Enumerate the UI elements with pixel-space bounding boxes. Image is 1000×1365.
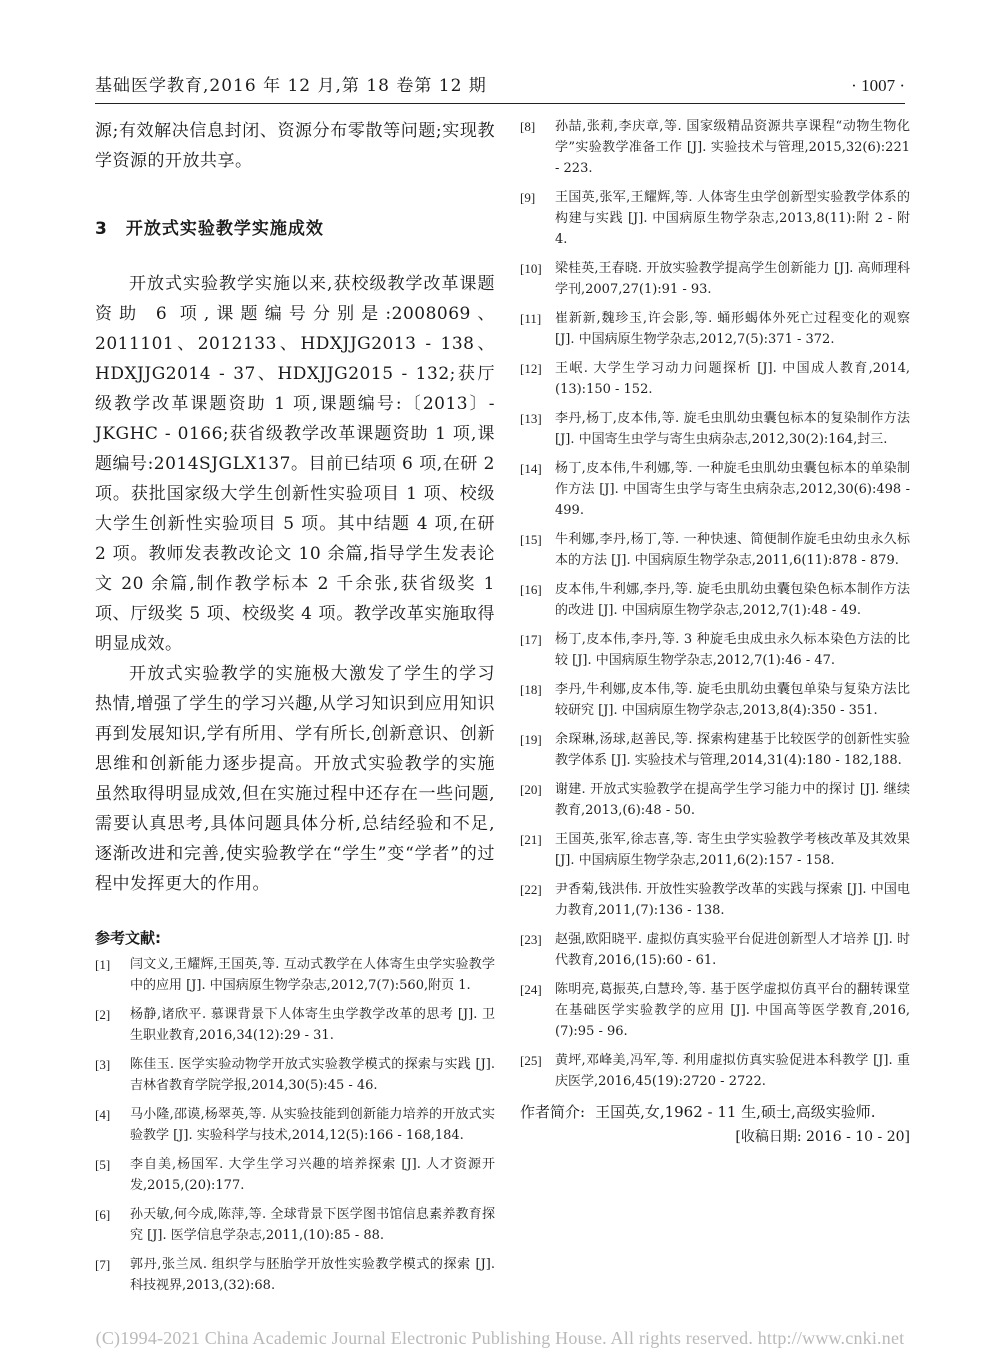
reference-text: 杨丁,皮本伟,牛利娜,等. 一种旋毛虫肌幼虫囊包标本的单染制作方法 [J]. 中国寄生虫学与寄生虫病杂志,2012,30(6):498 - 499. [555, 461, 910, 518]
reference-item [520, 358, 910, 400]
reference-item [95, 1254, 495, 1296]
reference-number: [19] [520, 732, 542, 747]
body-text [95, 116, 495, 176]
reference-number: [7] [95, 1257, 111, 1272]
reference-item [520, 979, 910, 1042]
reference-text: 闫文义,王耀辉,王国英,等. 互动式教学在人体寄生虫学实验教学中的应用 [J]. 中国病原生物学杂志,2012,7(7):560,附页 1. [130, 957, 495, 993]
reference-item [520, 879, 910, 921]
reference-number: [17] [520, 632, 542, 647]
reference-text: 王岷. 大学生学习动力问题探析 [J]. 中国成人教育,2014,(13):150 - 152. [555, 361, 910, 397]
reference-text: 崔新新,魏珍玉,许会影,等. 蛹形蝎体外死亡过程变化的观察 [J]. 中国病原生物学杂志,2012,7(5):371 - 372. [555, 311, 910, 347]
reference-item [520, 529, 910, 571]
reference-item [520, 679, 910, 721]
references-list-left [95, 954, 495, 1296]
author-note [520, 1100, 910, 1124]
references-title: 参考文献: [95, 929, 161, 947]
reference-number: [14] [520, 461, 542, 476]
reference-text: 尹香菊,钱洪伟. 开放性实验教学改革的实践与探索 [J]. 中国电力教育,2011,(7):136 - 138. [555, 882, 910, 918]
reference-text: 王国英,张军,王耀辉,等. 人体寄生虫学创新型实验教学体系的构建与实践 [J]. 中国病原生物学杂志,2013,8(11):附 2 - 附 4. [555, 190, 910, 247]
reference-number: [18] [520, 682, 542, 697]
reference-item [520, 308, 910, 350]
reference-text: 梁桂英,王春晓. 开放实验教学提高学生创新能力 [J]. 高师理科学刊,2007,27(1):91 - 93. [555, 261, 910, 297]
journal-info: 基础医学教育,2016 年 12 月,第 18 卷第 12 期 [95, 76, 487, 96]
right-column [520, 116, 910, 1146]
reference-item [520, 579, 910, 621]
reference-number: [3] [95, 1057, 111, 1072]
reference-number: [22] [520, 882, 542, 897]
section-body [95, 269, 495, 899]
section-title: 开放式实验教学实施成效 [125, 219, 324, 239]
reference-text: 李丹,牛利娜,皮本伟,等. 旋毛虫肌幼虫囊包单染与复染方法比较研究 [J]. 中国病原生物学杂志,2013,8(4):350 - 351. [555, 682, 910, 718]
reference-text: 孙天敏,何今成,陈萍,等. 全球背景下医学图书馆信息素养教育探究 [J]. 医学信息学杂志,2011,(10):85 - 88. [130, 1207, 495, 1243]
section-heading [95, 214, 495, 239]
reference-number: [9] [520, 190, 536, 205]
reference-number: [12] [520, 361, 542, 376]
reference-item [95, 1004, 495, 1046]
reference-item [95, 1104, 495, 1146]
reference-item [520, 829, 910, 871]
reference-text: 牛利娜,李丹,杨丁,等. 一种快速、简便制作旋毛虫幼虫永久标本的方法 [J]. 中国病原生物学杂志,2011,6(11):878 - 879. [555, 532, 910, 568]
copyright-watermark: (C)1994-2021 China Academic Journal Electronic Publishing House. All rights reserved. http://www.cnki.net [95, 1328, 905, 1348]
reference-item [520, 258, 910, 300]
reference-number: [10] [520, 261, 542, 276]
reference-item [95, 1154, 495, 1196]
reference-text: 陈明亮,葛振英,白慧玲,等. 基于医学虚拟仿真平台的翻转课堂在基础医学实验教学的应用 [J]. 中国高等医学教育,2016,(7):95 - 96. [555, 982, 910, 1039]
header-rule [95, 103, 905, 104]
reference-text: 孙喆,张莉,李庆章,等. 国家级精品资源共享课程“动物生物化学”实验教学准备工作 [J]. 实验技术与管理,2015,32(6):221 - 223. [555, 119, 910, 176]
reference-item [520, 729, 910, 771]
reference-number: [1] [95, 957, 111, 972]
reference-item [520, 1050, 910, 1092]
reference-item [520, 187, 910, 250]
body-paragraph: 开放式实验教学的实施极大激发了学生的学习热情,增强了学生的学习兴趣,从学习知识到应用知识再到发展知识,学有所用、学有所长,创新意识、创新思维和创新能力逐步提高。开放式实验教学的实施虽然取得明显成效,但在实施过程中还存在一些问题,需要认真思考,具体问题具体分析,总结经验和不足,逐渐改进和完善,使实验教学在“学生”变“学者”的过程中发挥更大的作用。 [95, 664, 495, 894]
reference-number: [8] [520, 119, 536, 134]
reference-number: [13] [520, 411, 542, 426]
references-list-right [520, 116, 910, 1092]
reference-number: [5] [95, 1157, 111, 1172]
author-note-label: 作者简介: [520, 1103, 586, 1121]
reference-text: 谢建. 开放式实验教学在提高学生学习能力中的探讨 [J]. 继续教育,2013,(6):48 - 50. [555, 782, 910, 818]
left-column [95, 116, 495, 1304]
reference-item [520, 779, 910, 821]
reference-item [520, 929, 910, 971]
section-number: 3 [95, 219, 108, 239]
reference-text: 李丹,杨丁,皮本伟,等. 旋毛虫肌幼虫囊包标本的复染制作方法 [J]. 中国寄生虫学与寄生虫病杂志,2012,30(2):164,封三. [555, 411, 910, 447]
reference-number: [16] [520, 582, 542, 597]
reference-item [95, 1204, 495, 1246]
reference-text: 杨静,诸欣平. 慕课背景下人体寄生虫学教学改革的思考 [J]. 卫生职业教育,2016,34(12):29 - 31. [130, 1007, 495, 1043]
reference-number: [24] [520, 982, 542, 997]
reference-text: 马小隆,邵谟,杨翠英,等. 从实验技能到创新能力培养的开放式实验教学 [J]. 实验科学与技术,2014,12(5):166 - 168,184. [130, 1107, 495, 1143]
reference-number: [4] [95, 1107, 111, 1122]
reference-item [95, 954, 495, 996]
page-number: · 1007 · [851, 76, 905, 95]
reference-number: [2] [95, 1007, 111, 1022]
reference-text: 余琛琳,汤球,赵善民,等. 探索构建基于比较医学的创新性实验教学体系 [J]. 实验技术与管理,2014,31(4):180 - 182,188. [555, 732, 910, 768]
reference-item [520, 629, 910, 671]
reference-item [95, 1054, 495, 1096]
received-date: [收稿日期: 2016 - 10 - 20] [735, 1129, 910, 1145]
body-paragraph: 开放式实验教学实施以来,获校级教学改革课题资助 6 项,课题编号分别是:2008069、2011101、2012133、HDXJJG2013 - 138、HDXJJG2014 - 37、HDXJJG2015 - 132;获厅级教学改革课题资助 1 项,课题编号:〔2013〕- JKGHC - 0166;获省级教学改革课题资助 1 项,课题编号:2014SJGLX137。目前已结项 6 项,在研 2 项。获批国家级大学生创新性实验项目 1 项、校级大学生创新性实验项目 5 项。其中结题 4 项,在研 2 项。教师发表教改论文 10 余篇,指导学生发表论文 20 余篇,制作教学标本 2 千余张,获省级奖 1 项、厅级奖 5 项、校级奖 4 项。教学改革实施取得明显成效。 [95, 274, 495, 654]
reference-number: [20] [520, 782, 542, 797]
reference-item [520, 458, 910, 521]
reference-number: [21] [520, 832, 542, 847]
reference-item [520, 116, 910, 179]
author-note-text: 王国英,女,1962 - 11 生,硕士,高级实验师. [595, 1103, 876, 1121]
reference-number: [6] [95, 1207, 111, 1222]
reference-text: 杨丁,皮本伟,李丹,等. 3 种旋毛虫成虫永久标本染色方法的比较 [J]. 中国病原生物学杂志,2012,7(1):46 - 47. [555, 632, 910, 668]
continuation-paragraph: 源;有效解决信息封闭、资源分布零散等问题;实现教学资源的开放共享。 [95, 121, 495, 171]
reference-number: [15] [520, 532, 542, 547]
reference-text: 郭丹,张兰凤. 组织学与胚胎学开放性实验教学模式的探索 [J]. 科技视界,2013,(32):68. [130, 1257, 495, 1293]
reference-text: 皮本伟,牛利娜,李丹,等. 旋毛虫肌幼虫囊包染色标本制作方法的改进 [J]. 中国病原生物学杂志,2012,7(1):48 - 49. [555, 582, 910, 618]
reference-number: [23] [520, 932, 542, 947]
reference-text: 李自美,杨国军. 大学生学习兴趣的培养探索 [J]. 人才资源开发,2015,(20):177. [130, 1157, 495, 1193]
page-header [95, 70, 905, 104]
reference-text: 陈佳玉. 医学实验动物学开放式实验教学模式的探索与实践 [J]. 吉林省教育学院学报,2014,30(5):45 - 46. [130, 1057, 495, 1093]
reference-number: [11] [520, 311, 542, 326]
reference-number: [25] [520, 1053, 542, 1068]
reference-text: 王国英,张军,徐志喜,等. 寄生虫学实验教学考核改革及其效果 [J]. 中国病原生物学杂志,2011,6(2):157 - 158. [555, 832, 910, 868]
reference-item [520, 408, 910, 450]
reference-text: 黄坪,邓峰美,冯军,等. 利用虚拟仿真实验促进本科教学 [J]. 重庆医学,2016,45(19):2720 - 2722. [555, 1053, 910, 1089]
reference-text: 赵强,欧阳晓平. 虚拟仿真实验平台促进创新型人才培养 [J]. 时代教育,2016,(15):60 - 61. [555, 932, 910, 968]
